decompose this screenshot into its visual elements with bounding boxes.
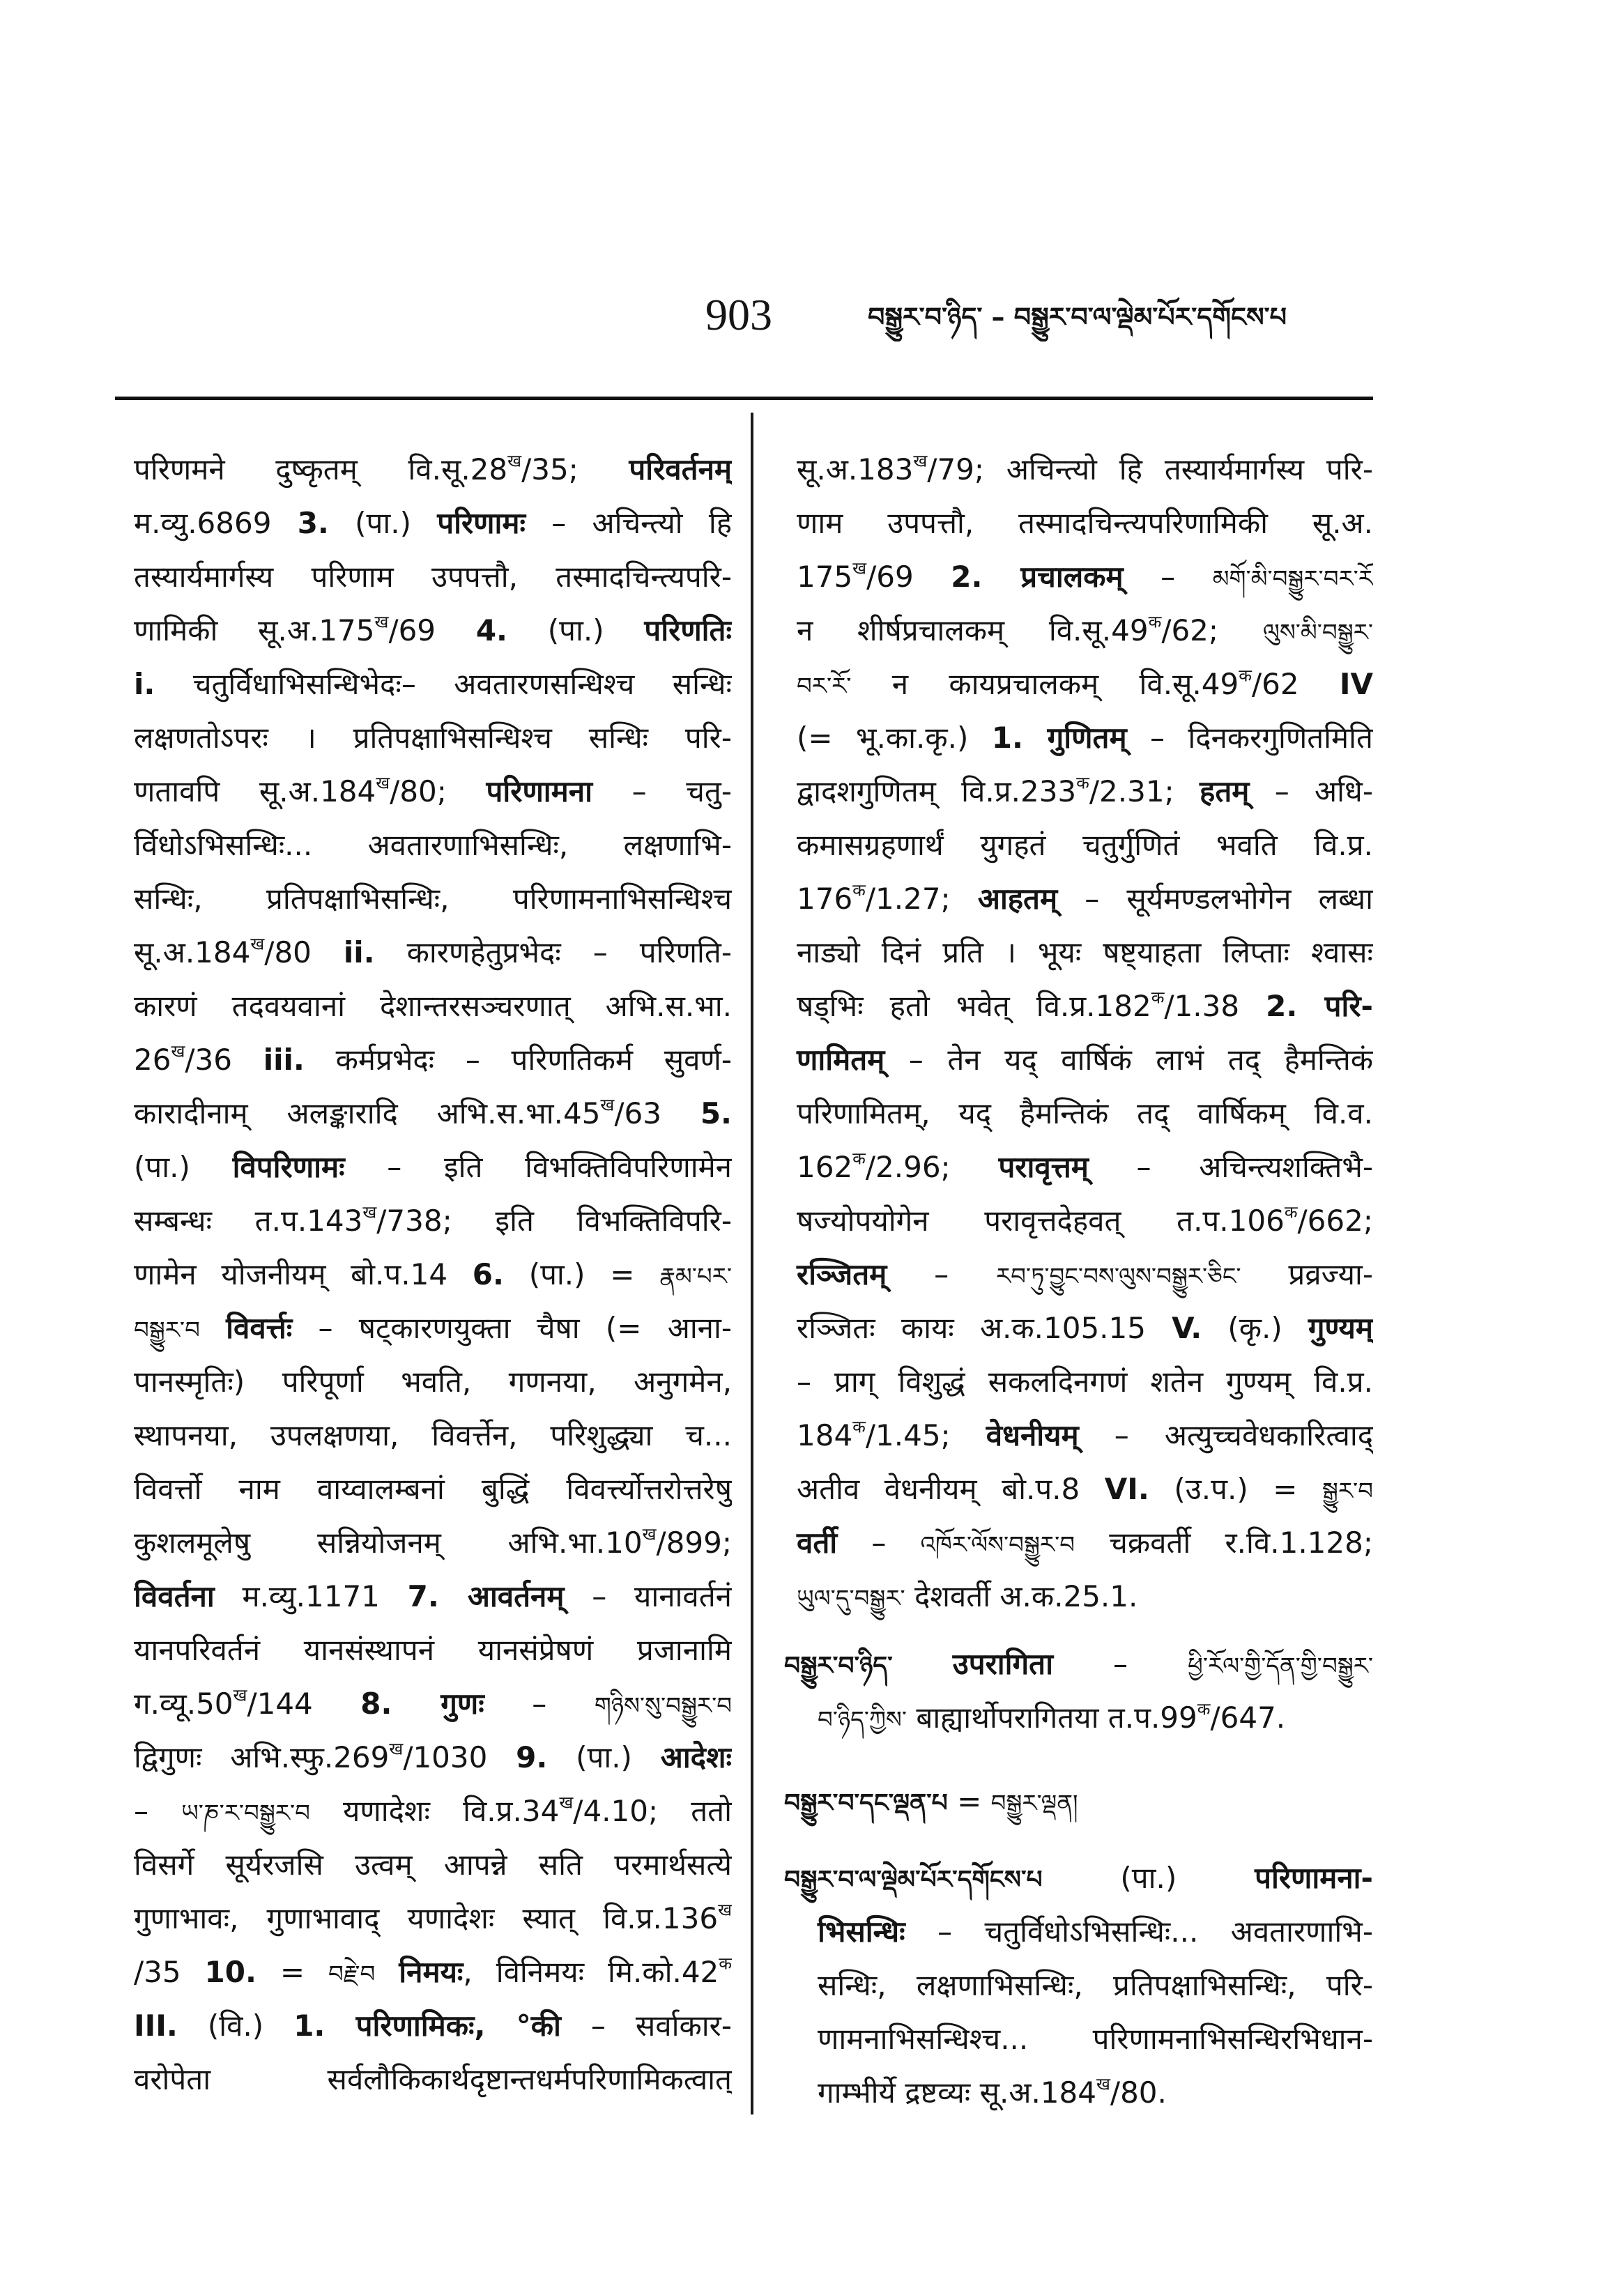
headword: परिणामना- (1255, 1861, 1373, 1895)
text-line (134, 1087, 732, 1140)
headword: रञ्जितम् (797, 1257, 887, 1291)
text-line (134, 1838, 732, 1891)
text-run: , विनिमयः मि.को.42 (463, 1955, 719, 1989)
tibetan-text: བསྒྱུར་བ (134, 1317, 200, 1344)
text-line (134, 1409, 732, 1462)
text-line (134, 443, 732, 496)
text-run: /80 (264, 935, 344, 969)
text-line (784, 765, 1373, 818)
text-line (784, 1958, 1373, 2012)
headword: IV (1339, 667, 1373, 701)
folio-superscript: ख (376, 772, 390, 793)
text-line (784, 1462, 1373, 1516)
text-run: = (947, 1784, 991, 1818)
text-run: /144 (247, 1687, 361, 1721)
tibetan-text: འཁོར་ལོས་བསྒྱུར་བ (920, 1531, 1075, 1559)
text-run: प्रव्रज्या- (1241, 1257, 1373, 1291)
text-run: कुशलमूलेषु सन्नियोजनम् अभि.भा.10 (134, 1526, 643, 1560)
text-line (134, 1784, 732, 1838)
folio-superscript: ख (852, 558, 867, 578)
text-line (784, 443, 1373, 496)
folio-superscript: क (1148, 611, 1162, 632)
text-run: /36 (185, 1043, 263, 1077)
text-line (134, 604, 732, 657)
headword: विवर्त्तः (226, 1311, 293, 1345)
column-divider (751, 413, 753, 2114)
headword: विपरिणामः (232, 1150, 345, 1184)
headword: 1. गुणितम् (991, 721, 1127, 755)
text-run: णामिकी सू.अ.175 (134, 613, 375, 647)
text-line (134, 979, 732, 1033)
folio-superscript: ख (600, 1094, 615, 1115)
text-line (134, 550, 732, 604)
tibetan-text: བ་ཉིད་ཀྱིས་ (818, 1706, 907, 1734)
text-line (134, 1033, 732, 1087)
headword: निमयः (399, 1955, 464, 1989)
tibetan-headword: བསྒྱུར་བ་ལ་ལྡེམ་པོར་དགོངས་པ (784, 1866, 1043, 1894)
text-run: देशवर्ती अ.क.25.1. (905, 1579, 1138, 1613)
tibetan-headword: བསྒྱུར་བ་དང་ལྡན་པ (784, 1789, 948, 1818)
headword: परिणामना (486, 774, 592, 808)
headword: 2. परि- (1266, 989, 1373, 1023)
text-run: – अचिन्त्यशक्तिभै- (1088, 1150, 1373, 1184)
text-run: (कृ.) (1202, 1311, 1308, 1345)
text-run: णामनाभिसन्धिश्च... परिणामनाभिसन्धिरभिधान- (818, 2022, 1373, 2056)
text-run: न शीर्षप्रचालकम् वि.सू.49 (797, 613, 1149, 647)
headword: 7. आवर्तनम् (407, 1579, 565, 1613)
headword: णामितम् (797, 1043, 885, 1077)
text-run: 162 (797, 1150, 853, 1184)
text-run: पानस्मृतिः) परिपूर्णा भवति, गणनया, अनुगमेन, (134, 1365, 732, 1399)
text-run: विवर्त्तो नाम वाय्वालम्बनां बुद्धिं विवर्त्त्योत्तरोत्तरेषु (134, 1472, 732, 1506)
text-run: विसर्गे सूर्यरजसि उत्वम् आपन्ने सति परमार्थसत्ये (134, 1848, 732, 1882)
text-run: कारणहेतुप्रभेदः – परिणति- (374, 935, 732, 969)
text-run: सन्धिः, प्रतिपक्षाभिसन्धिः, परिणामनाभिसन्धिश्च (134, 882, 732, 916)
text-line (134, 1462, 732, 1516)
tibetan-text: ཕྱི་རོལ་གྱི་དོན་གྱི་བསྒྱུར་ (1188, 1652, 1373, 1680)
text-line (134, 496, 732, 550)
text-run: /2.96; (865, 1150, 999, 1184)
text-run: (पा.) (134, 1150, 233, 1184)
text-run: /2.31; (1089, 774, 1200, 808)
entry-paragraph (784, 1637, 1373, 1744)
tibetan-headword: བསྒྱུར་བ་ཉིད་ (784, 1652, 893, 1680)
text-run: षड्भिः हतो भवेत् वि.प्र.182 (797, 989, 1151, 1023)
headword: हतम् (1200, 774, 1250, 808)
text-line (784, 818, 1373, 872)
text-line (134, 711, 732, 765)
folio-superscript: क (1076, 772, 1089, 793)
text-run: (वि.) (177, 2009, 294, 2043)
text-run: = (256, 1955, 328, 1989)
text-run: परिणमने दुष्कृतम् वि.सू.28 (134, 452, 508, 486)
headword: परावृत्तम् (998, 1150, 1089, 1184)
text-run: /79; अचिन्त्यो हि तस्यार्यमार्गस्य परि- (927, 452, 1373, 486)
entry-paragraph (784, 1851, 1373, 2119)
text-run: सू.अ.184 (134, 935, 251, 969)
text-run: सन्धिः, लक्षणाभिसन्धिः, प्रतिपक्षाभिसन्धिः, परि- (818, 1968, 1373, 2002)
text-run: – (887, 1257, 996, 1291)
text-run: /80; (390, 774, 487, 808)
left-column (134, 443, 732, 2129)
headword: गुण्यम् (1308, 1311, 1373, 1345)
headword: ii. (343, 935, 375, 969)
text-line (784, 1140, 1373, 1194)
text-run: षज्योपयोगेन परावृत्तदेहवत् त.प.106 (797, 1204, 1285, 1238)
text-line (134, 1248, 732, 1301)
text-run: /899; (656, 1526, 732, 1560)
headword: परिवर्तनम् (629, 452, 732, 486)
text-line (784, 496, 1373, 550)
text-run: – अत्युच्चवेधकारित्वाद् (1078, 1418, 1373, 1452)
text-run: रञ्जितः कायः अ.क.105.15 (797, 1311, 1172, 1345)
tibetan-text: རྣམ་པར་ (659, 1263, 732, 1291)
folio-superscript: ख (718, 1899, 732, 1920)
text-run: – प्राग् विशुद्धं सकलदिनगणं शतेन गुण्यम् वि.प्र. (797, 1365, 1373, 1399)
folio-superscript: क (1284, 1202, 1298, 1222)
headword: 6. (472, 1257, 504, 1291)
text-run: /1030 (403, 1740, 516, 1774)
folio-superscript: क (1239, 665, 1252, 686)
headword: VI. (1104, 1472, 1149, 1506)
text-run: गाम्भीर्ये द्रष्टव्यः सू.अ.184 (818, 2075, 1096, 2110)
text-run: – अधि- (1249, 774, 1373, 808)
tibetan-text: བརྗེ་བ (328, 1960, 376, 1988)
text-run: णाम उपपत्तौ, तस्मादचिन्त्यपरिणामिकी सू.अ. (797, 506, 1373, 540)
text-run: परिणामितम्, यद् हैमन्तिकं तद् वार्षिकम् वि.व. (797, 1096, 1373, 1130)
headword: 8. गुणः (360, 1687, 484, 1721)
text-line (784, 1569, 1373, 1623)
folio-superscript: क (852, 880, 866, 900)
text-run (893, 1647, 953, 1681)
text-run: – यानावर्तनं (564, 1579, 732, 1613)
tibetan-text: གཉིས་སུ་བསྒྱུར་བ (594, 1692, 732, 1720)
text-line (134, 1891, 732, 1945)
running-head: བསྒྱུར་བ་ཉིད་ – བསྒྱུར་བ་ལ་ལྡེམ་པོར་དགོངས་པ (868, 302, 1287, 332)
right-column (784, 443, 1373, 2129)
folio-superscript: क (1197, 1698, 1211, 1719)
folio-superscript: ख (233, 1684, 247, 1705)
text-run: चक्रवर्ती र.वि.1.128; (1075, 1526, 1373, 1560)
text-line (784, 2066, 1373, 2119)
text-run: बाह्यार्थोपरागितया त.प.99 (906, 1701, 1197, 1735)
folio-superscript: ख (1096, 2073, 1110, 2094)
text-run: (पा.) = (503, 1257, 660, 1291)
text-run: /738; इति विभक्तिविपरि- (376, 1204, 732, 1238)
folio-superscript: ख (642, 1523, 657, 1544)
tibetan-text: སྒྱུར་བ (1322, 1477, 1373, 1505)
text-line (784, 926, 1373, 979)
headword: V. (1172, 1311, 1202, 1345)
headword: आदेशः (660, 1740, 732, 1774)
text-run: /647. (1210, 1701, 1286, 1735)
text-run: – (1123, 560, 1213, 594)
text-line (784, 1691, 1373, 1744)
text-run: गुणाभावः, गुणाभावाद् यणादेशः स्यात् वि.प्र.136 (134, 1901, 719, 1935)
text-run: सम्बन्धः त.प.143 (134, 1204, 363, 1238)
text-run: म.व्यु.6869 (134, 506, 298, 540)
folio-superscript: ख (507, 450, 522, 471)
text-run: कारणं तदवयवानां देशान्तरसञ्चरणात् अभि.स.भा. (134, 989, 732, 1023)
page-number: 903 (705, 290, 772, 339)
text-line (134, 1140, 732, 1194)
text-run: 176 (797, 882, 853, 916)
text-line (134, 657, 732, 711)
headword: भिसन्धिः (818, 1914, 905, 1949)
text-run: (पा.) (328, 506, 438, 540)
tibetan-text: བར་རོ་ (797, 673, 852, 700)
text-run: (पा.) (547, 1740, 661, 1774)
text-run: – दिनकरगुणितमिति (1126, 721, 1373, 755)
headword: विवर्तना (134, 1579, 215, 1613)
text-run: नाड्यो दिनं प्रति । भूयः षष्ट्याहता लिप्ताः श्वासः (797, 935, 1373, 969)
text-run: वरोपेता सर्वलौकिकार्थदृष्टान्तधर्मपरिणामिकत्वात् (134, 2062, 732, 2096)
text-run: /35; (521, 452, 629, 486)
text-line (784, 657, 1373, 711)
folio-superscript: ख (389, 1738, 404, 1759)
folio-superscript: क (719, 1953, 732, 1974)
text-line (134, 926, 732, 979)
text-line (784, 1248, 1373, 1301)
text-line (784, 1301, 1373, 1355)
headword: 4. (475, 613, 507, 647)
headword: 2. प्रचालकम् (951, 560, 1124, 594)
folio-superscript: क (852, 1148, 866, 1169)
text-run: – सर्वाकार- (560, 2009, 732, 2043)
tibetan-text: རབ་ཏུ་བྱུང་བས་ལུས་བསྒྱུར་ཅིང་ (995, 1263, 1241, 1291)
headword: 3. (297, 506, 329, 540)
text-run: कर्मप्रभेदः – परिणतिकर्म सुवर्ण- (304, 1043, 732, 1077)
text-run: – सूर्यमण्डलभोगेन लब्धा (1057, 882, 1373, 916)
text-run: /80. (1110, 2075, 1167, 2110)
text-run: ग.व्यू.50 (134, 1687, 233, 1721)
folio-superscript: ख (362, 1202, 377, 1222)
text-line (134, 1730, 732, 1784)
text-run: णतावपि सू.अ.184 (134, 774, 376, 808)
text-line (134, 872, 732, 926)
text-line (134, 1355, 732, 1409)
entry-paragraph (134, 443, 732, 2106)
text-line (134, 2052, 732, 2106)
header-rule (115, 397, 1373, 400)
text-run: (पा.) (507, 613, 645, 647)
text-run: म.व्यु.1171 (214, 1579, 408, 1613)
headword: iii. (263, 1043, 305, 1077)
text-run (375, 1955, 399, 1989)
headword: 5. (700, 1096, 732, 1130)
text-run (200, 1311, 226, 1345)
text-line (134, 1569, 732, 1623)
headword: 9. (516, 1740, 548, 1774)
text-line (784, 604, 1373, 657)
tibetan-text: ལུས་མི་བསྒྱུར་ (1262, 619, 1373, 647)
text-run: र्विधोऽभिसन्धिः... अवतारणाभिसन्धिः, लक्षणाभि- (134, 828, 732, 862)
text-run: /35 (134, 1955, 205, 1989)
folio-superscript: ख (559, 1792, 574, 1813)
text-run: सू.अ.183 (797, 452, 914, 486)
text-line (784, 1774, 1373, 1828)
text-line (784, 1905, 1373, 1958)
headword: वर्ती (797, 1526, 838, 1560)
tibetan-text: བསྒྱུར་ལྡན། (990, 1790, 1078, 1818)
text-line (784, 872, 1373, 926)
text-line (134, 1301, 732, 1355)
text-run: यणादेशः वि.प्र.34 (309, 1794, 560, 1828)
text-run: चतुर्विधाभिसन्धिभेदः– अवतारणसन्धिश्च सन्धिः (155, 667, 732, 701)
text-run: अतीव वेधनीयम् बो.प.8 (797, 1472, 1105, 1506)
text-line (134, 1623, 732, 1677)
text-line (134, 818, 732, 872)
text-line (134, 1945, 732, 1999)
text-line (784, 550, 1373, 604)
text-line (784, 2012, 1373, 2066)
text-run: /662; (1297, 1204, 1373, 1238)
text-run: कमासग्रहणार्थं युगहतं चतुर्गुणितं भवति वि.प्र. (797, 828, 1373, 862)
text-line (134, 1194, 732, 1248)
text-run: स्थापनया, उपलक्षणया, विवर्त्तेन, परिशुद्ध्या च... (134, 1418, 732, 1452)
text-run: 175 (797, 560, 853, 594)
headword: 1. परिणामिकः, °की (293, 2009, 561, 2043)
text-line (134, 765, 732, 818)
headword: III. (134, 2009, 178, 2043)
text-line (134, 1516, 732, 1569)
text-run: – (484, 1687, 595, 1721)
text-run: द्वादशगुणितम् वि.प्र.233 (797, 774, 1077, 808)
text-run: 184 (797, 1418, 853, 1452)
text-line (784, 979, 1373, 1033)
text-run: – इति विभक्तिविपरिणामेन (344, 1150, 732, 1184)
text-run: /62 (1251, 667, 1340, 701)
text-line (134, 1677, 732, 1730)
text-run: द्विगुणः अभि.स्फु.269 (134, 1740, 390, 1774)
text-line (784, 1355, 1373, 1409)
text-run: – (837, 1526, 921, 1560)
text-run: – अचिन्त्यो हि (526, 506, 732, 540)
text-line (784, 1637, 1373, 1691)
text-run: /69 (866, 560, 951, 594)
headword: आहतम् (977, 882, 1058, 916)
folio-superscript: ख (250, 933, 265, 954)
text-run: /1.27; (865, 882, 978, 916)
text-run: /1.38 (1164, 989, 1266, 1023)
headword: परिणतिः (644, 613, 732, 647)
text-run: यानपरिवर्तनं यानसंस्थापनं यानसंप्रेषणं प्रजानामि (134, 1633, 732, 1667)
text-run: – चतुर्विधोऽभिसन्धिः... अवतारणाभि- (905, 1914, 1373, 1949)
folio-superscript: ख (913, 450, 928, 471)
text-run: /63 (614, 1096, 700, 1130)
text-run: – षट्कारणयुक्ता चैषा (= आना- (292, 1311, 732, 1345)
headword: 10. (204, 1955, 256, 1989)
text-run: 26 (134, 1043, 171, 1077)
text-run: कारादीनाम् अलङ्कारादि अभि.स.भा.45 (134, 1096, 601, 1130)
entry-paragraph (784, 443, 1373, 1623)
text-run: – (134, 1794, 182, 1828)
text-line (784, 1851, 1373, 1905)
text-line (784, 1409, 1373, 1462)
folio-superscript: क (1151, 987, 1165, 1008)
text-run: /4.10; ततो (573, 1794, 732, 1828)
text-run: णामेन योजनीयम् बो.प.14 (134, 1257, 473, 1291)
folio-superscript: ख (374, 611, 389, 632)
tibetan-text: ཡུལ་དུ་བསྒྱུར་ (797, 1585, 905, 1613)
text-line (784, 1516, 1373, 1569)
text-run: /69 (388, 613, 476, 647)
text-run: न कायप्रचालकम् वि.सू.49 (851, 667, 1239, 701)
text-run: – चतु- (592, 774, 732, 808)
tibetan-text: མགོ་མི་བསྒྱུར་བར་རོ (1212, 565, 1373, 593)
text-line (784, 711, 1373, 765)
text-line (784, 1033, 1373, 1087)
text-run: /1.45; (865, 1418, 986, 1452)
text-run: लक्षणतोऽपरः । प्रतिपक्षाभिसन्धिश्च सन्धिः परि- (134, 721, 732, 755)
headword: उपरागिता (952, 1647, 1053, 1681)
text-line (134, 1999, 732, 2052)
entry-paragraph (784, 1774, 1373, 1828)
text-run: (= भू.का.कृ.) (797, 721, 992, 755)
text-line (784, 1194, 1373, 1248)
headword: परिणामः (437, 506, 526, 540)
text-run: /62; (1161, 613, 1263, 647)
text-line (784, 1087, 1373, 1140)
folio-superscript: क (852, 1416, 866, 1437)
tibetan-text: ཡ་ཎ་ར་བསྒྱུར་བ (181, 1799, 310, 1827)
headword: i. (134, 667, 155, 701)
text-run: – (1052, 1647, 1188, 1681)
headword: वेधनीयम् (986, 1418, 1079, 1452)
text-run: (पा.) (1042, 1861, 1255, 1895)
folio-superscript: ख (171, 1041, 185, 1061)
text-run: – तेन यद् वार्षिकं लाभं तद् हैमन्तिकं (884, 1043, 1373, 1077)
text-run: (उ.प.) = (1149, 1472, 1322, 1506)
text-run: तस्यार्यमार्गस्य परिणाम उपपत्तौ, तस्मादचिन्त्यपरि- (134, 560, 732, 594)
